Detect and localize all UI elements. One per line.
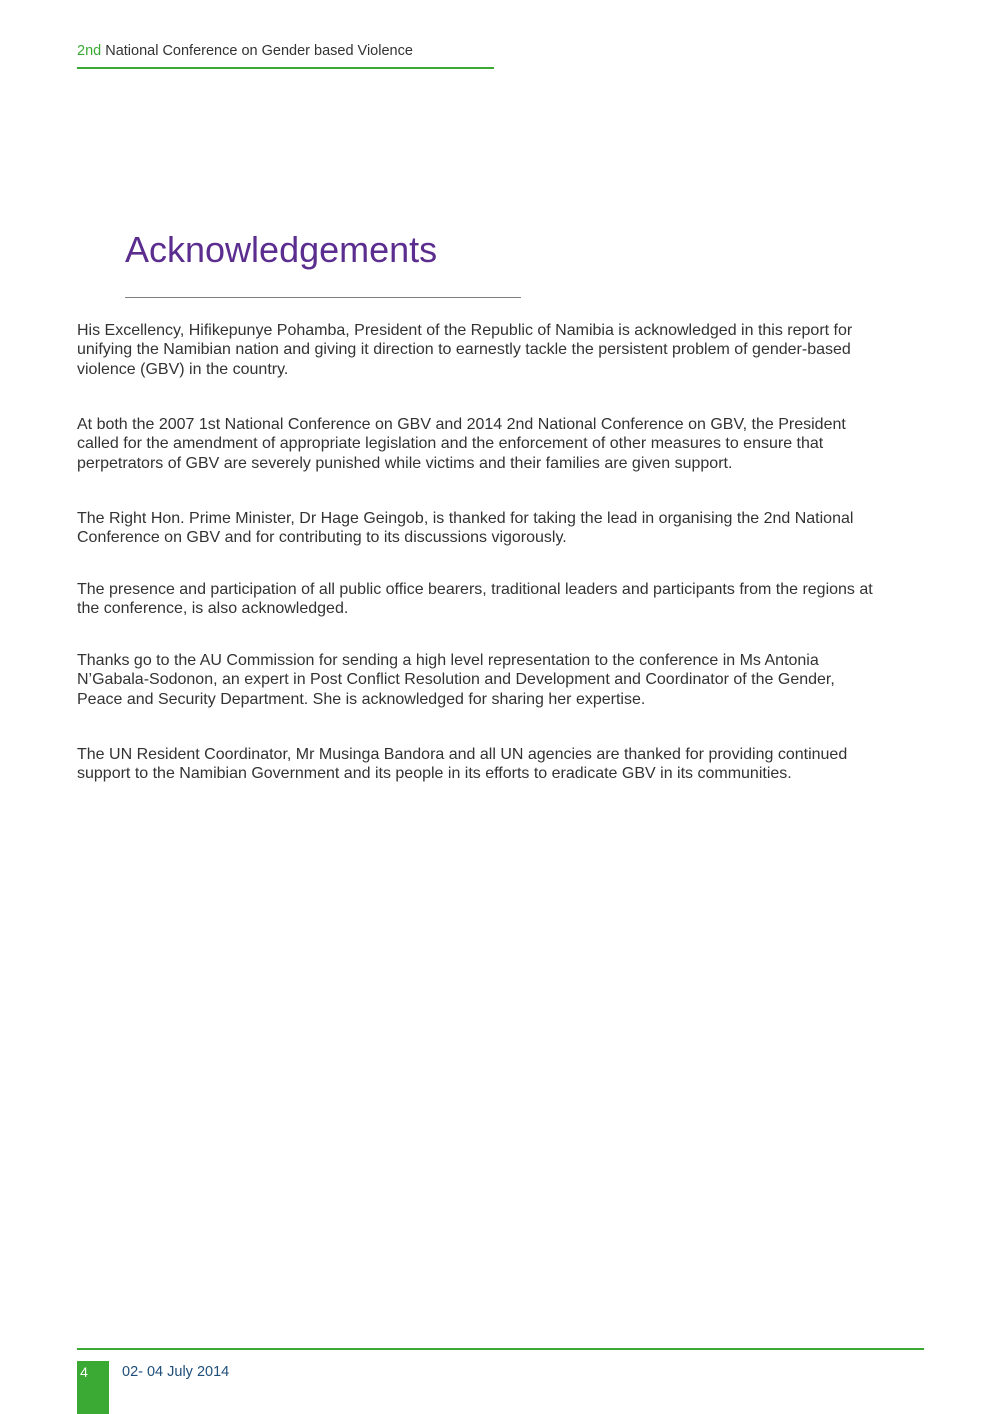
footer-divider <box>77 1348 924 1350</box>
header-accent: 2nd <box>77 43 102 59</box>
header-text: National Conference on Gender based Violence <box>101 43 413 59</box>
paragraph-un-coordinator: The UN Resident Coordinator, Mr Musinga Bandora and all UN agencies are thanked for providing continued support to the Namibian Government and its people in its efforts to eradicate GBV in its communities. <box>77 746 848 783</box>
page-number: 4 <box>80 1364 88 1380</box>
title-divider <box>125 297 521 298</box>
running-header <box>77 43 413 59</box>
paragraph-au-commission: Thanks go to the AU Commission for sending a high level representation to the conference in Ms Antonia N’Gabala-Sodonon, an expert in Post Conflict Resolution and Development and Coordinator of the Gender, Peace and Security Department. She is acknowledged for sharing her expertise. <box>77 652 835 708</box>
footer-date: 02- 04 July 2014 <box>122 1364 230 1380</box>
page-title: Acknowledgements <box>125 229 438 270</box>
paragraph-conferences: At both the 2007 1st National Conference on GBV and 2014 2nd National Conference on GBV, the President called for the amendment of appropriate legislation and the enforcement of other measures to ensure that perpetrators of GBV are severely punished while victims and their families are given support. <box>77 416 846 472</box>
page-number-box <box>77 1361 109 1414</box>
header-divider <box>77 67 494 69</box>
paragraph-president: His Excellency, Hifikepunye Pohamba, President of the Republic of Namibia is acknowledged in this report for unifying the Namibian nation and giving it direction to earnestly tackle the persistent problem of gender-based violence (GBV) in the country. <box>77 322 853 378</box>
paragraph-prime-minister: The Right Hon. Prime Minister, Dr Hage Geingob, is thanked for taking the lead in organising the 2nd National Conference on GBV and for contributing to its discussions vigorously. <box>77 510 854 547</box>
paragraph-office-bearers: The presence and participation of all public office bearers, traditional leaders and participants from the regions at the conference, is also acknowledged. <box>77 581 873 618</box>
